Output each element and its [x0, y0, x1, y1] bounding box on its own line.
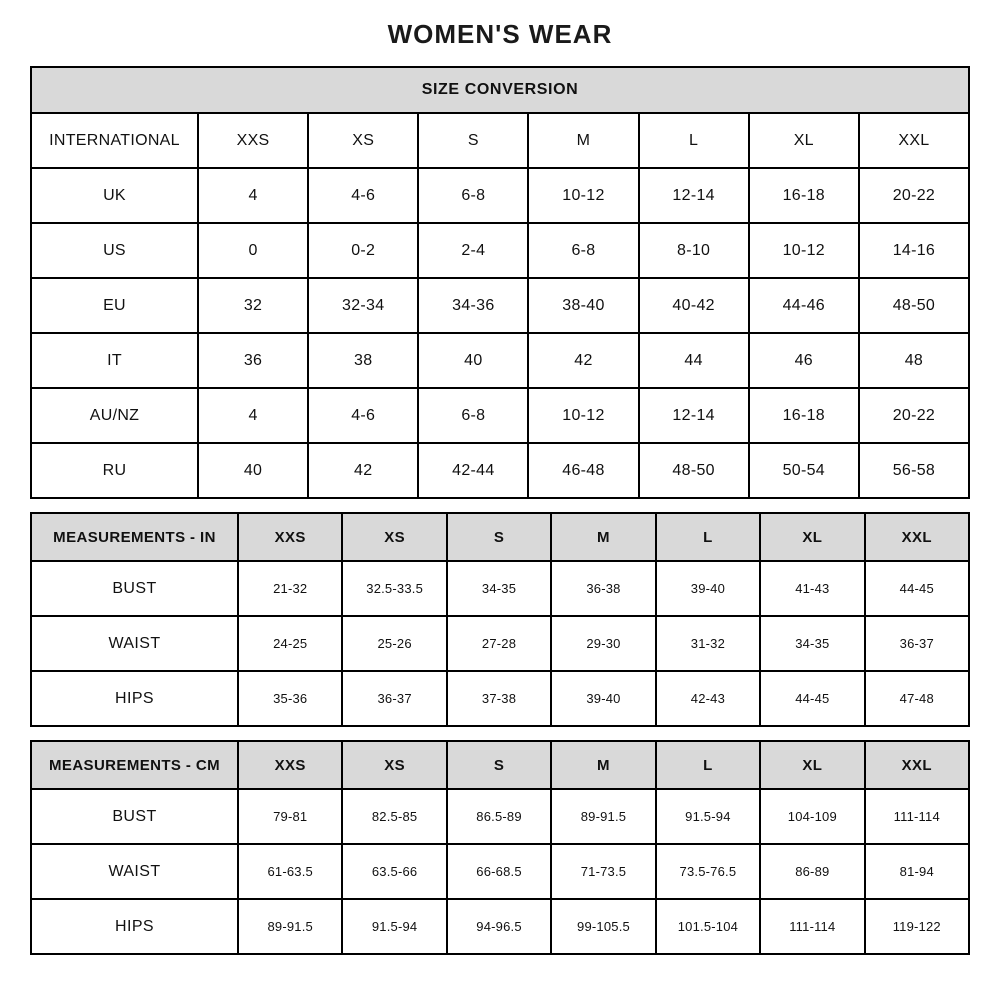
table-cell: 39-40 — [551, 671, 655, 726]
table-cell: 91.5-94 — [656, 789, 760, 844]
measurements-in-table — [30, 512, 970, 727]
table-cell: 29-30 — [551, 616, 655, 671]
row-label: RU — [31, 443, 198, 498]
table-cell: S — [418, 113, 528, 168]
table-cell: 36 — [198, 333, 308, 388]
row-label: WAIST — [31, 844, 238, 899]
table-cell: 4 — [198, 388, 308, 443]
row-label: INTERNATIONAL — [31, 113, 198, 168]
table-row — [31, 388, 969, 443]
size-header: XL — [760, 741, 864, 789]
table-cell: 36-38 — [551, 561, 655, 616]
table-cell: 42-44 — [418, 443, 528, 498]
table-row — [31, 671, 969, 726]
table-cell: 81-94 — [865, 844, 969, 899]
measurements-cm-table — [30, 740, 970, 955]
table-cell: 94-96.5 — [447, 899, 551, 954]
table-cell: 27-28 — [447, 616, 551, 671]
table-row — [31, 278, 969, 333]
table-cell: 73.5-76.5 — [656, 844, 760, 899]
table-cell: 16-18 — [749, 168, 859, 223]
table-cell: 12-14 — [639, 388, 749, 443]
table-cell: 0-2 — [308, 223, 418, 278]
size-header: XXS — [238, 513, 342, 561]
table-cell: 104-109 — [760, 789, 864, 844]
table-cell: 50-54 — [749, 443, 859, 498]
table-cell: 44-46 — [749, 278, 859, 333]
table-cell: 46-48 — [528, 443, 638, 498]
size-header: S — [447, 741, 551, 789]
size-header: XXS — [238, 741, 342, 789]
table-cell: 14-16 — [859, 223, 969, 278]
table-cell: 48-50 — [639, 443, 749, 498]
table-cell: 89-91.5 — [551, 789, 655, 844]
size-header: M — [551, 741, 655, 789]
size-header: M — [551, 513, 655, 561]
table-cell: 2-4 — [418, 223, 528, 278]
size-header: L — [656, 741, 760, 789]
table-header-row — [31, 67, 969, 113]
table-cell: 36-37 — [342, 671, 446, 726]
table-cell: 4 — [198, 168, 308, 223]
table-cell: 10-12 — [749, 223, 859, 278]
table-cell: 6-8 — [528, 223, 638, 278]
table-cell: 39-40 — [656, 561, 760, 616]
table-row — [31, 899, 969, 954]
table-cell: 16-18 — [749, 388, 859, 443]
table-cell: 32.5-33.5 — [342, 561, 446, 616]
table-cell: 20-22 — [859, 168, 969, 223]
table-cell: 8-10 — [639, 223, 749, 278]
table-cell: 35-36 — [238, 671, 342, 726]
table-cell: 34-35 — [447, 561, 551, 616]
table-cell: 40 — [418, 333, 528, 388]
table-cell: 101.5-104 — [656, 899, 760, 954]
size-conversion-table — [30, 66, 970, 499]
table-row — [31, 113, 969, 168]
row-label: WAIST — [31, 616, 238, 671]
table-cell: 82.5-85 — [342, 789, 446, 844]
table-cell: 44 — [639, 333, 749, 388]
table-cell: 6-8 — [418, 388, 528, 443]
table-cell: 34-35 — [760, 616, 864, 671]
table-cell: 24-25 — [238, 616, 342, 671]
row-label: HIPS — [31, 899, 238, 954]
table-cell: L — [639, 113, 749, 168]
table-cell: 111-114 — [760, 899, 864, 954]
size-header: XXL — [865, 513, 969, 561]
table-cell: 4-6 — [308, 168, 418, 223]
row-label: AU/NZ — [31, 388, 198, 443]
table-cell: 86-89 — [760, 844, 864, 899]
size-header: L — [656, 513, 760, 561]
row-label: UK — [31, 168, 198, 223]
table-cell: 38-40 — [528, 278, 638, 333]
table-cell: 71-73.5 — [551, 844, 655, 899]
row-label: BUST — [31, 789, 238, 844]
table-cell: 86.5-89 — [447, 789, 551, 844]
row-label: US — [31, 223, 198, 278]
table-row — [31, 333, 969, 388]
table-cell: M — [528, 113, 638, 168]
table-cell: 0 — [198, 223, 308, 278]
table-cell: 25-26 — [342, 616, 446, 671]
table-cell: 21-32 — [238, 561, 342, 616]
table-cell: 48 — [859, 333, 969, 388]
size-header: XXL — [865, 741, 969, 789]
table-cell: 37-38 — [447, 671, 551, 726]
table-cell: XXS — [198, 113, 308, 168]
table-cell: 10-12 — [528, 388, 638, 443]
table-cell: 12-14 — [639, 168, 749, 223]
table-cell: 32 — [198, 278, 308, 333]
table-cell: 119-122 — [865, 899, 969, 954]
table-row — [31, 223, 969, 278]
table-cell: 89-91.5 — [238, 899, 342, 954]
table-cell: 44-45 — [760, 671, 864, 726]
table-cell: 79-81 — [238, 789, 342, 844]
table-cell: 38 — [308, 333, 418, 388]
table-cell: 32-34 — [308, 278, 418, 333]
table-cell: 66-68.5 — [447, 844, 551, 899]
table-header-row — [31, 741, 969, 789]
measurements-in-title: MEASUREMENTS - IN — [31, 513, 238, 561]
table-cell: 42 — [528, 333, 638, 388]
page-title: WOMEN'S WEAR — [387, 19, 613, 49]
row-label: EU — [31, 278, 198, 333]
table-cell: XS — [308, 113, 418, 168]
table-cell: XXL — [859, 113, 969, 168]
table-cell: 6-8 — [418, 168, 528, 223]
size-header: XS — [342, 741, 446, 789]
table-cell: 42-43 — [656, 671, 760, 726]
table-cell: 36-37 — [865, 616, 969, 671]
table-cell: 61-63.5 — [238, 844, 342, 899]
table-row — [31, 443, 969, 498]
row-label: HIPS — [31, 671, 238, 726]
size-header: S — [447, 513, 551, 561]
table-cell: 31-32 — [656, 616, 760, 671]
table-cell: 63.5-66 — [342, 844, 446, 899]
table-cell: 20-22 — [859, 388, 969, 443]
table-cell: 91.5-94 — [342, 899, 446, 954]
table-cell: 41-43 — [760, 561, 864, 616]
table-cell: 111-114 — [865, 789, 969, 844]
size-header: XL — [760, 513, 864, 561]
size-header: XS — [342, 513, 446, 561]
table-row — [31, 168, 969, 223]
table-cell: 44-45 — [865, 561, 969, 616]
table-cell: 34-36 — [418, 278, 528, 333]
table-row — [31, 616, 969, 671]
table-cell: 48-50 — [859, 278, 969, 333]
table-cell: 40 — [198, 443, 308, 498]
table-cell: 42 — [308, 443, 418, 498]
table-row — [31, 844, 969, 899]
table-row — [31, 561, 969, 616]
table-cell: 10-12 — [528, 168, 638, 223]
table-cell: 46 — [749, 333, 859, 388]
table-cell: XL — [749, 113, 859, 168]
table-row — [31, 789, 969, 844]
row-label: BUST — [31, 561, 238, 616]
table-header-row — [31, 513, 969, 561]
measurements-cm-title: MEASUREMENTS - CM — [31, 741, 238, 789]
table-cell: 4-6 — [308, 388, 418, 443]
table-cell: 56-58 — [859, 443, 969, 498]
table-cell: 40-42 — [639, 278, 749, 333]
size-conversion-title: SIZE CONVERSION — [31, 67, 969, 113]
table-cell: 47-48 — [865, 671, 969, 726]
table-cell: 99-105.5 — [551, 899, 655, 954]
row-label: IT — [31, 333, 198, 388]
